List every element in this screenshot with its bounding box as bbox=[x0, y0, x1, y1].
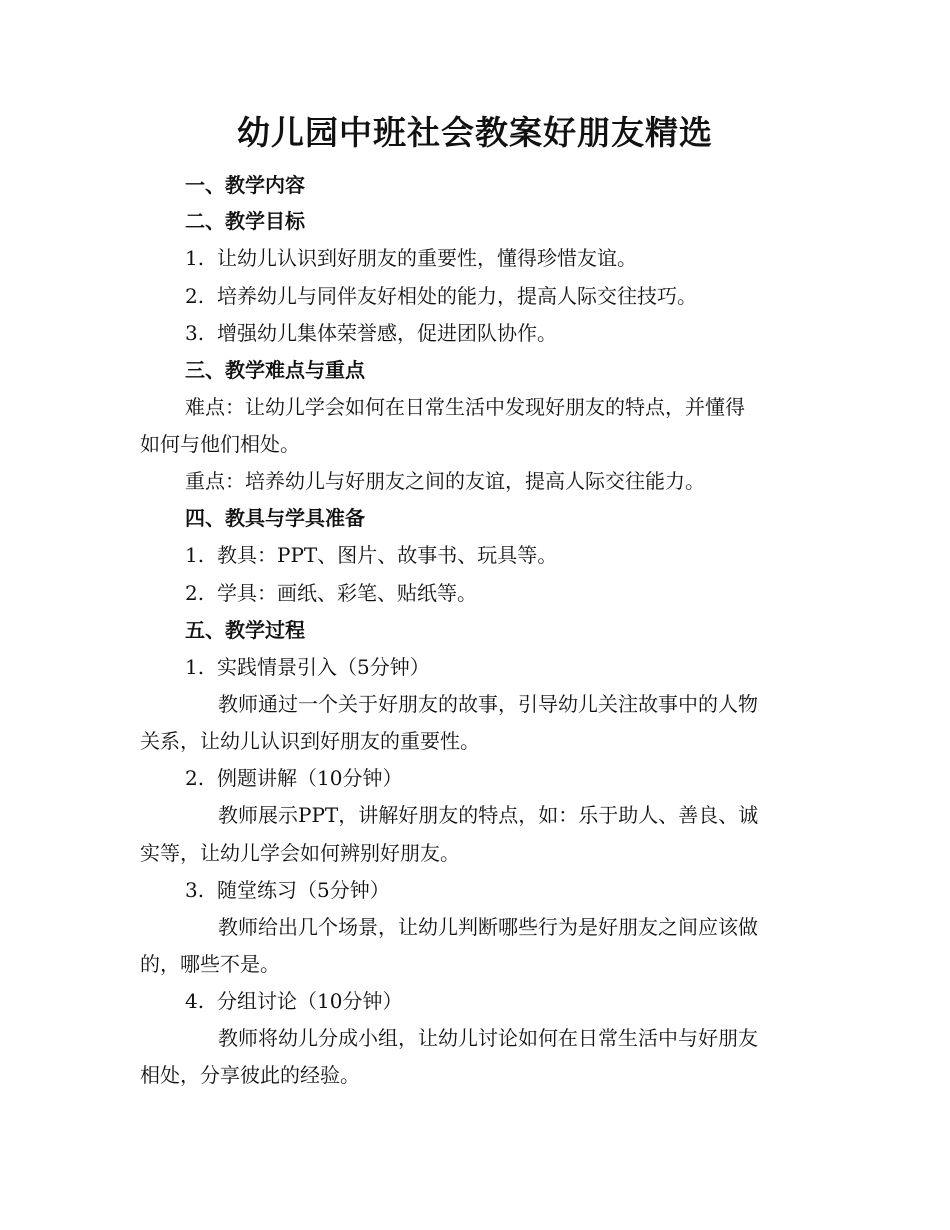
process-step-label bbox=[185, 763, 402, 793]
process-step-label bbox=[185, 986, 402, 1016]
materials-item bbox=[185, 540, 557, 570]
section-heading-content: 一、教学内容 bbox=[185, 173, 305, 197]
item-number: 2. bbox=[185, 284, 205, 308]
section-heading-process: 五、教学过程 bbox=[185, 618, 305, 642]
step-number: 1. bbox=[185, 655, 205, 679]
item-number: 1. bbox=[185, 246, 205, 270]
step-paragraph-line2: 相处，分享彼此的经验。 bbox=[140, 1063, 360, 1087]
difficulty-paragraph-line1: 难点：让幼儿学会如何在日常生活中发现好朋友的特点，并懂得 bbox=[185, 395, 745, 419]
item-text: 培养幼儿与同伴友好相处的能力，提高人际交往技巧。 bbox=[217, 284, 697, 308]
item-number: 2. bbox=[185, 581, 205, 605]
step-number: 2. bbox=[185, 766, 205, 790]
step-paragraph-line2: 关系，让幼儿认识到好朋友的重要性。 bbox=[140, 729, 480, 753]
step-label: 实践情景引入（5分钟） bbox=[217, 655, 430, 679]
process-step-label bbox=[185, 652, 430, 682]
objective-item bbox=[185, 318, 557, 348]
section-heading-objectives: 二、教学目标 bbox=[185, 209, 305, 233]
step-paragraph-line1: 教师通过一个关于好朋友的故事，引导幼儿关注故事中的人物 bbox=[218, 692, 758, 716]
item-number: 1. bbox=[185, 543, 205, 567]
step-paragraph-line2: 的，哪些不是。 bbox=[140, 952, 280, 976]
document-title: 幼儿园中班社会教案好朋友精选 bbox=[237, 113, 713, 152]
process-step-label bbox=[185, 875, 390, 905]
step-label: 例题讲解（10分钟） bbox=[217, 766, 403, 790]
step-label: 分组讨论（10分钟） bbox=[217, 989, 403, 1013]
item-text: 学具：画纸、彩笔、贴纸等。 bbox=[217, 581, 477, 605]
difficulty-paragraph-line2: 如何与他们相处。 bbox=[140, 432, 300, 456]
materials-item bbox=[185, 578, 477, 608]
step-number: 4. bbox=[185, 989, 205, 1013]
step-paragraph-line1: 教师展示PPT，讲解好朋友的特点，如：乐于助人、善良、诚 bbox=[218, 803, 759, 827]
item-text: 增强幼儿集体荣誉感，促进团队协作。 bbox=[217, 321, 557, 345]
item-text: 教具：PPT、图片、故事书、玩具等。 bbox=[217, 543, 558, 567]
section-heading-difficulties: 三、教学难点与重点 bbox=[185, 358, 365, 382]
item-text: 让幼儿认识到好朋友的重要性，懂得珍惜友谊。 bbox=[217, 246, 637, 270]
section-heading-materials: 四、教具与学具准备 bbox=[185, 506, 365, 530]
step-paragraph-line2: 实等，让幼儿学会如何辨别好朋友。 bbox=[140, 841, 460, 865]
step-paragraph-line1: 教师将幼儿分成小组，让幼儿讨论如何在日常生活中与好朋友 bbox=[218, 1026, 758, 1050]
item-number: 3. bbox=[185, 321, 205, 345]
objective-item bbox=[185, 281, 697, 311]
step-label: 随堂练习（5分钟） bbox=[217, 878, 390, 902]
step-paragraph-line1: 教师给出几个场景，让幼儿判断哪些行为是好朋友之间应该做 bbox=[218, 915, 758, 939]
key-point-paragraph: 重点：培养幼儿与好朋友之间的友谊，提高人际交往能力。 bbox=[185, 469, 705, 493]
step-number: 3. bbox=[185, 878, 205, 902]
objective-item bbox=[185, 243, 637, 273]
